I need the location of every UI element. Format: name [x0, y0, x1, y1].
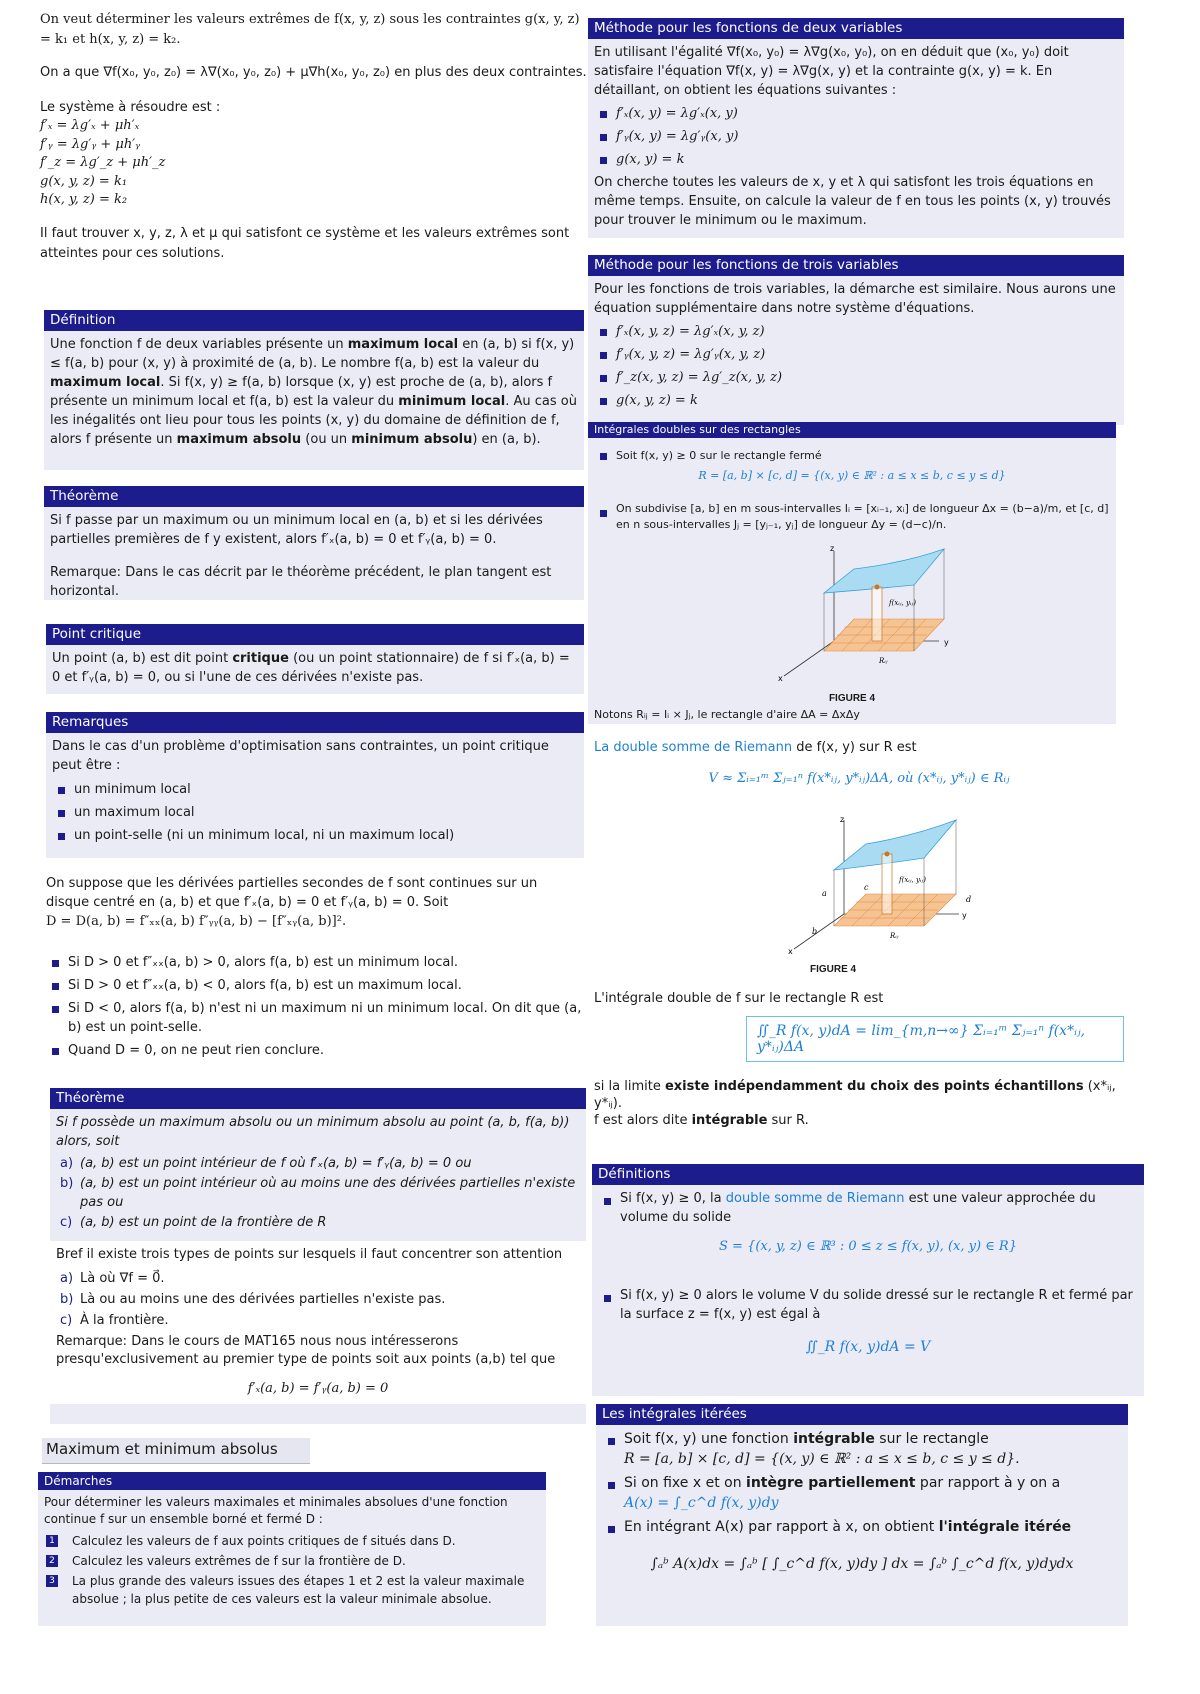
three-vars-intro: Pour les fonctions de trois variables, la démarche est similaire. Nous aurons une équation supplémentaire dans notre système d'équations. [594, 282, 1116, 316]
figure-surface-2 [774, 814, 1034, 964]
remarks-title: Remarques [46, 712, 584, 733]
list-item: Si D < 0, alors f(a, b) n'est ni un maximum ni un minimum local. On dit que (a, b) est un point-selle. [68, 997, 584, 1039]
riemann-block [594, 740, 1124, 1129]
two-vars-block [588, 18, 1124, 238]
intro-p1: On veut déterminer les valeurs extrêmes de f(x, y, z) sous les contraintes g(x, y, z) = k₁ et h(x, y, z) = k₂. [40, 12, 580, 47]
list-label: b) [60, 1292, 74, 1307]
list-item [49, 1552, 540, 1570]
definition-text-part: ) en (a, b). [472, 432, 541, 447]
list-text: (a, b) est un point intérieur où au moins une des dérivées partielles n'existe pas ou [80, 1176, 576, 1210]
list-item [49, 1532, 540, 1550]
definition-text-part: en (a, b) si f(x, y) ≤ f(a, b) pour (x, y) à proximité de (a, b). Le nombre f(a, b) est la valeur du [50, 337, 575, 371]
step-text: Calculez les valeurs de f aux points critiques de f situés dans D. [72, 1534, 456, 1548]
list-item: un maximum local [74, 801, 578, 824]
axis-label-z: z [830, 544, 835, 553]
rectangle-formula: R = [a, b] × [c, d] = {(x, y) ∈ ℝ² : a ≤ x ≤ b, c ≤ y ≤ d} [698, 469, 1006, 482]
three-vars-list [594, 320, 1118, 412]
remarks-block [46, 712, 584, 858]
axis-label-y: y [944, 638, 949, 647]
list-text: (a, b) est un point intérieur de f où f′ₓ(a, b) = f′ᵧ(a, b) = 0 ou [80, 1156, 472, 1171]
definition-bold: maximum absolu [176, 432, 302, 447]
list-item [620, 1189, 1138, 1227]
list-item: f′ₓ(x, y) = λg′ₓ(x, y) [616, 102, 1118, 125]
iterated-formula: ∫ₐᵇ A(x)dx = ∫ₐᵇ [ ∫_c^d f(x, y)dy ] dx = ∫ₐᵇ ∫_c^d f(x, y)dydx [650, 1556, 1074, 1572]
intro-p2: On a que ∇f(x₀, y₀, z₀) = λ∇(x₀, y₀, z₀) + μ∇h(x₀, y₀, z₀) en plus des deux contraintes. [40, 65, 587, 80]
definition-title: Définition [44, 310, 584, 331]
point-label: f(xᵢⱼ, yᵢⱼ) [889, 599, 916, 607]
iterated-bold: l'intégrale itérée [938, 1519, 1072, 1535]
definition-bold: minimum absolu [351, 432, 473, 447]
definition-text-part: (ou un [301, 432, 352, 447]
definition-text: Si f(x, y) ≥ 0, la [620, 1191, 726, 1206]
two-vars-title: Méthode pour les fonctions de deux variables [588, 18, 1124, 39]
second-derivative-list [46, 951, 584, 1062]
list-item [49, 1572, 540, 1608]
two-vars-intro: En utilisant l'égalité ∇f(x₀, y₀) = λ∇g(x₀, y₀), on en déduit que (x₀, y₀) doit satisfaire l'équation ∇f(x, y) = λ∇g(x, y) et la contrainte g(x, y) = k. En détaillant, on obtient les équations suivantes : [594, 45, 1069, 98]
list-item: f′ₓ(x, y, z) = λg′ₓ(x, y, z) [616, 320, 1118, 343]
figure-caption-1: FIGURE 4 [828, 693, 876, 704]
remarks-body [46, 733, 584, 853]
theorem2-list [56, 1153, 580, 1233]
definition-text-part: . Si f(x, y) ≥ f(a, b) lorsque (x, y) est proche de (a, b), alors f présente un minimum local et f(a, b) est la valeur du [50, 375, 553, 409]
iterated-text: par rapport à y on a [915, 1475, 1061, 1491]
list-item: un minimum local [74, 778, 578, 801]
system-eq: h(x, y, z) = k₂ [40, 192, 128, 207]
riemann-sum-formula: V ≈ Σᵢ₌₁ᵐ Σⱼ₌₁ⁿ f(x*ᵢⱼ, y*ᵢⱼ)ΔA, où (x*ᵢⱼ, y*ᵢⱼ) ∈ Rᵢⱼ [708, 771, 1010, 786]
iterated-title: Les intégrales itérées [596, 1404, 1128, 1425]
intro-system-title: Le système à résoudre est : [40, 100, 221, 115]
iterated-list [602, 1429, 1122, 1537]
axis-tick-d: d [966, 895, 972, 904]
definition-text-part: Une fonction f de deux variables présente un [50, 337, 348, 352]
remarks-intro: Dans le cas d'un problème d'optimisation sans contraintes, un point critique peut être : [52, 739, 549, 773]
double-integrals-body [588, 438, 1116, 729]
list-item [624, 1473, 1122, 1513]
demarches-block [38, 1472, 546, 1626]
critical-point-text [46, 645, 584, 693]
figure-grid [824, 619, 944, 651]
step-text: La plus grande des valeurs issues des étapes 1 et 2 est la valeur maximale absolue ; la plus petite de ces valeurs est la valeur minimale absolue. [72, 1574, 525, 1606]
condition-text: si la limite [594, 1079, 665, 1094]
step-number: 2 [46, 1555, 58, 1567]
list-item [60, 1212, 580, 1233]
definition-bold: minimum local [398, 394, 506, 409]
list-label: a) [60, 1156, 74, 1171]
list-item [624, 1429, 1122, 1469]
list-item: f′_z(x, y, z) = λg′_z(x, y, z) [616, 366, 1118, 389]
list-item [60, 1268, 580, 1289]
iterated-bold: intégrable [793, 1431, 875, 1447]
critical-point-text-part: Un point (a, b) est dit point [52, 651, 233, 666]
figure-caption-2: FIGURE 4 [810, 964, 857, 975]
riemann-intro-rest: de f(x, y) sur R est [792, 740, 917, 755]
double-integrals-list [594, 444, 1110, 467]
riemann-link[interactable]: double somme de Riemann [725, 1191, 905, 1206]
theorem1-block [44, 486, 584, 600]
theorem2-summary [50, 1241, 586, 1404]
list-item [624, 1517, 1122, 1537]
definitions-body [592, 1185, 1144, 1363]
remarks-list [52, 778, 578, 847]
iterated-text: Soit f(x, y) une fonction [624, 1431, 794, 1447]
riemann-intro [594, 740, 1124, 755]
rij-note: Notons Rᵢⱼ = Iᵢ × Jⱼ, le rectangle d'aire ΔA = ΔxΔy [594, 708, 860, 721]
demarches-list [44, 1532, 540, 1608]
definition-bold: maximum local [50, 375, 161, 390]
rij-label: Rᵢⱼ [890, 932, 899, 940]
list-item: Si f(x, y) ≥ 0 alors le volume V du solide dressé sur le rectangle R et fermé par la surface z = f(x, y) est égal à [620, 1286, 1138, 1324]
list-item: Soit f(x, y) ≥ 0 sur le rectangle fermé [616, 444, 1110, 467]
axis-label-y: y [962, 911, 967, 920]
second-derivative-formula: D = D(a, b) = f″ₓₓ(a, b) f″ᵧᵧ(a, b) − [f″ₓᵧ(a, b)]². [46, 914, 347, 929]
condition-text: f est alors dite [594, 1113, 692, 1128]
list-label: c) [60, 1313, 73, 1328]
demarches-body [38, 1490, 546, 1616]
iterated-bold: intègre partiellement [746, 1475, 916, 1491]
two-vars-body [588, 39, 1124, 236]
axis-tick-a: a [822, 889, 827, 898]
definition-block [44, 310, 584, 470]
list-item: On subdivise [a, b] en m sous-intervalles Iᵢ = [xᵢ₋₁, xᵢ] de longueur Δx = (b−a)/m, et [c, d] en n sous-intervalles Jⱼ = [yⱼ₋₁, yⱼ] de longueur Δy = (d−c)/n. [616, 502, 1109, 531]
double-integrals-title: Intégrales doubles sur des rectangles [588, 422, 1116, 438]
maxmin-title: Maximum et minimum absolus [42, 1438, 310, 1464]
list-label: a) [60, 1271, 74, 1286]
list-item: Si D > 0 et f″ₓₓ(a, b) > 0, alors f(a, b) est un minimum local. [68, 951, 584, 974]
condition-text: sur R. [767, 1113, 809, 1128]
theorem2-summary-text: Bref il existe trois types de points sur lesquels il faut concentrer son attention [56, 1247, 563, 1262]
riemann-link[interactable]: La double somme de Riemann [594, 740, 793, 755]
condition-text: (x*ᵢⱼ, y*ᵢⱼ). [594, 1079, 1116, 1111]
list-item: g(x, y, z) = k [616, 389, 1118, 412]
integral-intro: L'intégrale double de f sur le rectangle R est [594, 991, 884, 1006]
definitions-title: Définitions [592, 1164, 1144, 1185]
intro-system [40, 117, 588, 210]
system-eq: g(x, y, z) = k₁ [40, 173, 128, 189]
axis-label-x: x [778, 674, 783, 683]
step-number: 1 [46, 1535, 58, 1547]
list-label: c) [60, 1215, 73, 1230]
axis-label-x: x [788, 947, 793, 956]
demarches-title: Démarches [38, 1472, 546, 1490]
list-item: f′ᵧ(x, y) = λg′ᵧ(x, y) [616, 125, 1118, 148]
volume-formula: ∬_R f(x, y)dA = V [805, 1339, 931, 1355]
critical-point-bold: critique [232, 651, 289, 666]
second-derivative-block [46, 874, 584, 1062]
axis-label-z: z [840, 815, 845, 824]
integral-condition [594, 1078, 1124, 1129]
iterated-text: Si on fixe x et on [624, 1475, 747, 1491]
figure-surface-1 [764, 541, 1024, 691]
double-integrals-block [588, 422, 1116, 724]
integral-formula: ∬_R f(x, y)dA = lim_{m,n→∞} Σᵢ₌₁ᵐ Σⱼ₌₁ⁿ f(x*ᵢⱼ, y*ᵢⱼ)ΔA [746, 1016, 1124, 1062]
definitions-list2 [598, 1286, 1138, 1324]
three-vars-body [588, 276, 1124, 418]
point-label: f(xᵢⱼ, yᵢⱼ) [899, 876, 926, 884]
iterated-text: En intégrant A(x) par rapport à x, on obtient [624, 1519, 939, 1535]
list-item [60, 1310, 580, 1331]
iterated-body [596, 1425, 1128, 1580]
axis-tick-b: b [812, 927, 818, 936]
theorem2-intro: Si f possède un maximum absolu ou un minimum absolu au point (a, b, f(a, b)) alors, soit [56, 1115, 570, 1149]
iterated-rect-formula: R = [a, b] × [c, d] = {(x, y) ∈ ℝ² : a ≤ x ≤ b, c ≤ y ≤ d}. [624, 1451, 1020, 1467]
definition-bold: maximum local [347, 337, 459, 352]
list-text: (a, b) est un point de la frontière de R [80, 1215, 327, 1230]
critical-point-block [46, 624, 584, 694]
definitions-list [598, 1189, 1138, 1227]
list-item: g(x, y) = k [616, 148, 1118, 171]
list-item [60, 1153, 580, 1174]
theorem2-title: Théorème [50, 1088, 586, 1109]
list-item: un point-selle (ni un minimum local, ni un maximum local) [74, 824, 578, 847]
list-item [60, 1289, 580, 1310]
condition-bold: intégrable [691, 1113, 768, 1128]
rij-label: Rᵢⱼ [879, 657, 888, 665]
second-derivative-intro: On suppose que les dérivées partielles secondes de f sont continues sur un disque centré en (a, b) et que f′ₓ(a, b) = 0 et f′ᵧ(a, b) = 0. Soit [46, 876, 538, 910]
solid-formula: S = {(x, y, z) ∈ ℝ³ : 0 ≤ z ≤ f(x, y), (x, y) ∈ R} [719, 1239, 1017, 1254]
list-label: b) [60, 1176, 74, 1191]
definition-text [44, 331, 584, 455]
two-vars-list [594, 102, 1118, 171]
three-vars-block [588, 255, 1124, 425]
intro-p4: Il faut trouver x, y, z, λ et μ qui satisfont ce système et les valeurs extrêmes sont atteintes pour ces solutions. [40, 225, 570, 261]
theorem1-title: Théorème [44, 486, 584, 507]
system-eq: f′_z = λg′_z + μh′_z [40, 155, 166, 170]
integral-formula-wrap [746, 1016, 1124, 1062]
system-eq: f′ᵧ = λg′ᵧ + μh′ᵧ [40, 136, 141, 152]
axis-tick-c: c [864, 883, 869, 892]
definition-text-part: . Au cas où les inégalités ont lieu pour tous les points (x, y) du domaine de définition de f, alors f présente un [50, 394, 577, 447]
theorem1-body [44, 507, 584, 607]
two-vars-outro: On cherche toutes les valeurs de x, y et λ qui satisfont les trois équations en même temps. Ensuite, on calcule la valeur de f en tous les points (x, y) trouvés pour trouver le minimum ou le maximum. [594, 175, 1111, 228]
intro-block [40, 10, 588, 264]
step-number: 3 [46, 1575, 58, 1587]
double-integrals-list2 [594, 501, 1110, 533]
critical-point-title: Point critique [46, 624, 584, 645]
list-item: Si D > 0 et f″ₓₓ(a, b) < 0, alors f(a, b) est un maximum local. [68, 974, 584, 997]
list-text: Là où ∇f = 0⃗. [80, 1271, 165, 1286]
system-eq: f′ₓ = λg′ₓ + μh′ₓ [40, 118, 140, 133]
list-item [60, 1174, 580, 1212]
theorem2-remark: Remarque: Dans le cours de MAT165 nous nous intéresserons presqu'exclusivement au premier type de points soit aux points (a,b) tel que [56, 1334, 556, 1367]
condition-bold: existe indépendamment du choix des points échantillons [664, 1079, 1084, 1094]
theorem2-formula: f′ₓ(a, b) = f′ᵧ(a, b) = 0 [247, 1381, 389, 1396]
three-vars-title: Méthode pour les fonctions de trois variables [588, 255, 1124, 276]
step-text: Calculez les valeurs extrêmes de f sur la frontière de D. [72, 1554, 406, 1568]
partial-integral-formula: A(x) = ∫_c^d f(x, y)dy [624, 1495, 779, 1511]
iterated-text: sur le rectangle [874, 1431, 989, 1447]
iterated-block [596, 1404, 1128, 1626]
list-text: À la frontière. [80, 1313, 169, 1328]
list-item: f′ᵧ(x, y, z) = λg′ᵧ(x, y, z) [616, 343, 1118, 366]
theorem1-text: Si f passe par un maximum ou un minimum local en (a, b) et si les dérivées partielles premières de f y existent, alors f′ₓ(a, b) = 0 et f′ᵧ(a, b) = 0. [50, 513, 543, 547]
theorem2-block [50, 1088, 586, 1424]
list-text: Là ou au moins une des dérivées partielles n'existe pas. [80, 1292, 446, 1307]
critical-point-text-part: (ou un point stationnaire) de f si f′ₓ(a, b) = 0 et f′ᵧ(a, b) = 0, ou si l'une de ces dérivées n'existe pas. [52, 651, 570, 685]
figure-grid [834, 894, 956, 926]
list-item: Quand D = 0, on ne peut rien conclure. [68, 1039, 584, 1062]
theorem2-body [50, 1109, 586, 1410]
definitions-block [592, 1164, 1144, 1396]
definition-text: est une valeur approchée du volume du solide [620, 1191, 1096, 1225]
theorem1-remark: Remarque: Dans le cas décrit par le théorème précédent, le plan tangent est horizontal. [50, 565, 552, 599]
theorem2-summary-list [56, 1268, 580, 1331]
demarches-intro: Pour déterminer les valeurs maximales et minimales absolues d'une fonction continue f sur un ensemble borné et fermé D : [44, 1495, 508, 1526]
